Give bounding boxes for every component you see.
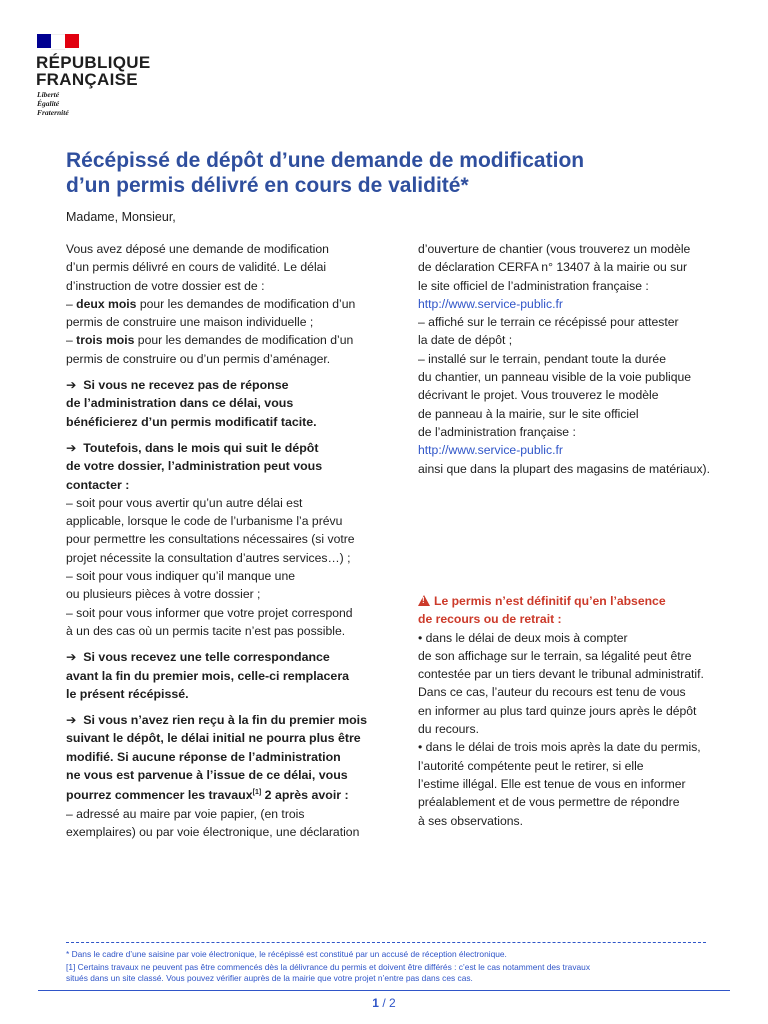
service-public-link[interactable]: http://www.service-public.fr [418, 296, 563, 311]
republic-name-line2: FRANÇAISE [36, 70, 138, 89]
title-line1: Récépissé de dépôt d’une demande de modification [66, 149, 585, 172]
page-number: 1 / 2 [372, 996, 396, 1010]
motto-egalite: Égalité [37, 99, 60, 108]
correspondence-notice: ➔ Si vous recevez une telle correspondance avant la fin du premier mois, celle-ci remplacera le présent récépissé. [66, 650, 350, 701]
arrow-right-icon: ➔ [66, 713, 77, 728]
contact-notice: ➔ Toutefois, dans le mois qui suit le dépôt de votre dossier, l’administration peut vous contacter : – soit pour vous avertir qu’un autre délai est applicable, lorsque le code de l’urbanisme l’a prévu pour permettre les consultations nécessaires (si votre projet nécessite la consultation d’autres services…) ; – soit pour vous indiquer qu’il manque une ou plusieurs pièces à votre dossier ; – soit pour vous informer que votre projet correspond à un des cas où un permis tacite n’est pas possible. [66, 440, 355, 638]
left-column [66, 240, 396, 841]
intro-line: Vous avez déposé une demande de modification [66, 242, 329, 256]
salutation: Madame, Monsieur, [66, 210, 176, 224]
intro-line: d’instruction de votre dossier est de : [66, 278, 265, 293]
document-title [66, 148, 706, 198]
footnote-divider [66, 942, 706, 943]
footnote-electronic: * Dans le cadre d’une saisine par voie électronique, le récépissé est constitué par un accusé de réception électronique. [66, 949, 507, 959]
arrow-right-icon: ➔ [66, 650, 77, 665]
no-response-notice: ➔ Si vous n’avez rien reçu à la fin du premier mois suivant le dépôt, le délai initial ne pourra plus être modifié. Si aucune réponse de l’administration ne vous est parvenue à l’issue de ce délai, vous pourrez commencer les travaux[1] 2 après avoir : – adressé au maire par voie papier, (en trois exemplaires) ou par voie électronique, une déclaration [66, 713, 367, 840]
tacit-permit-notice: ➔ Si vous ne recevez pas de réponse de l’administration dans ce délai, vous bénéficierez d’un permis modificatif tacite. [66, 378, 317, 429]
list-item-line: permis de construire une maison individuelle ; [66, 315, 314, 330]
right-column: d’ouverture de chantier (vous trouverez un modèle de déclaration CERFA n° 13407 à la mairie ou sur le site officiel de l’administration française : http://www.service-public.fr – affiché sur le terrain ce récépissé pour attester la date de dépôt ; – installé sur le terrain, pendant toute la durée du chantier, un panneau visible de la voie publique décrivant le projet. Vous trouverez le modèle de panneau à la mairie, sur le site officiel de l’administration française : http://www.service-public.fr ainsi que dans la plupart des magasins de matériaux). [418, 240, 738, 478]
arrow-right-icon: ➔ [66, 440, 77, 455]
service-public-link[interactable]: http://www.service-public.fr [418, 443, 563, 458]
motto-liberte: Liberté [37, 90, 60, 99]
footnote-ref: [1] [252, 789, 262, 797]
arrow-right-icon: ➔ [66, 378, 77, 393]
footnote-1-line2: situés dans un site classé. Vous pouvez vérifier auprès de la mairie que votre projet n’entre pas dans ces cas. [66, 973, 473, 983]
french-flag-icon [37, 34, 79, 48]
footnote-1-line1: [1] Certains travaux ne peuvent pas être commencés dès la délivrance du permis et doivent être différés : c’est le cas notamment des travaux [66, 962, 591, 972]
warning-icon [418, 595, 430, 606]
intro-line: d’un permis délivré en cours de validité. Le délai [66, 260, 327, 275]
recourse-warning: !Le permis n’est définitif qu’en l’absence de recours ou de retrait : • dans le délai de deux mois à compter de son affichage sur le terrain, sa légalité peut être contestée par un tiers devant le tribunal administratif. Dans ce cas, l’auteur du recours est tenu de vous en informer au plus tard quinze jours après le dépôt du recours. • dans le délai de trois mois après la date du permis, l’autorité compétente peut le retirer, si elle l’estime illégal. Elle est tenue de vous en informer préalablement et de vous permettre de répondre à ses observations. [418, 592, 748, 830]
republic-name-line1: RÉPUBLIQUE [36, 53, 151, 72]
footer-divider [38, 990, 730, 991]
list-item-deux-mois: – deux mois pour les demandes de modification d’un [66, 296, 356, 311]
motto-fraternite: Fraternité [37, 108, 69, 117]
list-item-line: permis de construire ou d’un permis d’aménager. [66, 351, 331, 366]
title-line2: d’un permis délivré en cours de validité* [66, 174, 469, 197]
list-item-trois-mois: – trois mois pour les demandes de modification d’un [66, 333, 354, 348]
